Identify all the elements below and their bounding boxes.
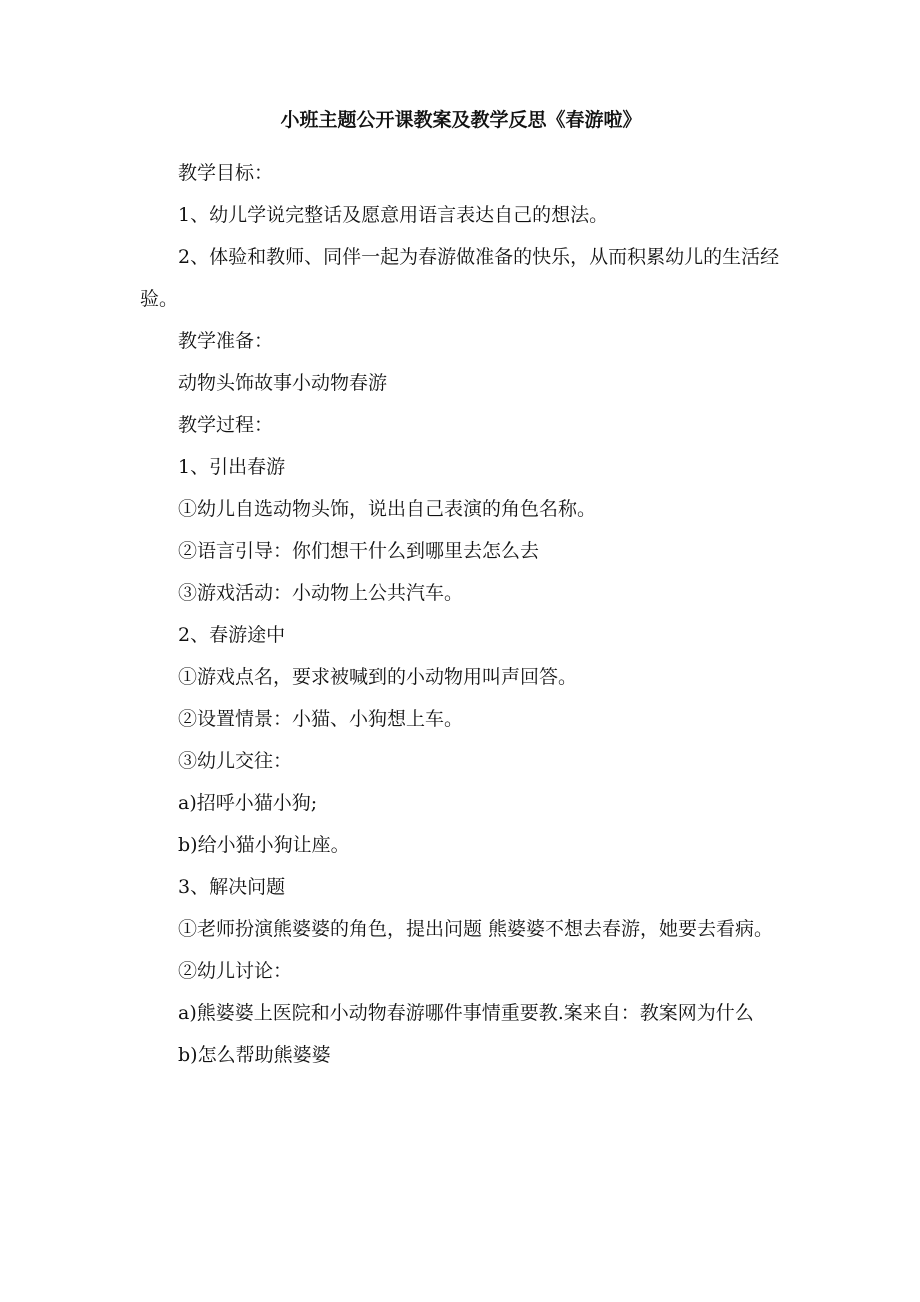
paragraph-step-3-b-a: a)熊婆婆上医院和小动物春游哪件事情重要教.案来自：教案网为什么 [178,1002,754,1024]
paragraph-step-1: 1、引出春游 [178,456,286,478]
paragraph-step-1-c: ③游戏活动：小动物上公共汽车。 [178,582,464,604]
paragraph-preparation: 动物头饰故事小动物春游 [178,372,388,394]
paragraph-step-2-a: ①游戏点名，要求被喊到的小动物用叫声回答。 [178,666,578,688]
document-title: 小班主题公开课教案及教学反思《春游啦》 [280,109,642,131]
paragraph-step-3: 3、解决问题 [178,876,286,898]
paragraph-preparation-heading: 教学准备： [178,330,274,352]
paragraph-step-2-c-b: b)给小猫小狗让座。 [178,834,350,856]
paragraph-teaching-goals-heading: 教学目标： [178,162,274,184]
paragraph-goal-1: 1、幼儿学说完整话及愿意用语言表达自己的想法。 [178,204,609,226]
document-body [140,108,782,1076]
paragraph-step-2: 2、春游途中 [178,624,286,646]
paragraph-process-heading: 教学过程： [178,414,274,436]
paragraph-step-3-a: ①老师扮演熊婆婆的角色，提出问题 熊婆婆不想去春游，她要去看病。 [178,918,774,940]
paragraph-step-2-c-a: a)招呼小猫小狗; [178,792,318,814]
paragraph-goal-2: 2、体验和教师、同伴一起为春游做准备的快乐，从而积累幼儿的生活经验。 [140,246,780,310]
paragraph-step-1-a: ①幼儿自选动物头饰，说出自己表演的角色名称。 [178,498,597,520]
paragraph-step-3-b-b: b)怎么帮助熊婆婆 [178,1044,331,1066]
paragraph-step-2-b: ②设置情景：小猫、小狗想上车。 [178,708,464,730]
paragraph-step-3-b: ②幼儿讨论： [178,960,293,982]
paragraph-step-2-c: ③幼儿交往： [178,750,293,772]
paragraph-step-1-b: ②语言引导：你们想干什么到哪里去怎么去 [178,540,540,562]
